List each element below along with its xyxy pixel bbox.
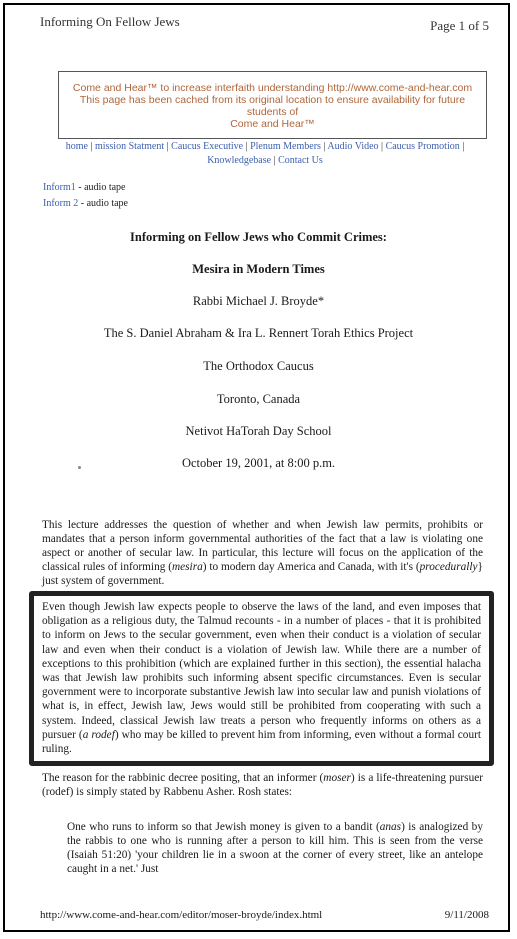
nav-caucus-executive-link[interactable]: Caucus Executive — [171, 141, 244, 152]
author: Rabbi Michael J. Broyde* — [192, 294, 325, 308]
nav-contact-link[interactable]: Contact Us — [278, 155, 323, 166]
rosh-quote: One who runs to inform so that Jewish money is given to a bandit (anas) is analogized by the rabbis to one who is running after a person to kill him. This is seen from the verse (Isaiah 51:20) 'your children lie in a swoon at the corner of every street, like an antelope caught in a net.' Just — [67, 821, 483, 875]
lecture-date: October 19, 2001, at 8:00 p.m. — [181, 456, 336, 470]
audio-link-2[interactable]: Inform 2 — [43, 198, 79, 209]
notice-line-3: Come and Hear™ — [230, 118, 315, 130]
header-title: Informing On Fellow Jews — [40, 14, 180, 29]
organization: The Orthodox Caucus — [203, 359, 314, 373]
notice-line-2: This page has been cached from its original location to ensure availability for future students of — [79, 94, 466, 118]
audio-link-1[interactable]: Inform1 — [43, 182, 76, 193]
nav-caucus-promotion-link[interactable]: Caucus Promotion — [385, 141, 460, 152]
project-name: The S. Daniel Abraham & Ira L. Rennert Torah Ethics Project — [103, 326, 414, 340]
audio-desc-1: - audio tape — [78, 182, 126, 193]
intro-paragraph: This lecture addresses the question of whether and when Jewish law permits, prohibits or mandates that a person inform governmental authorities of the fact that a law is violating one aspect or another of secular law. In particular, this lecture will focus on the application of the classical rules of informing (mesira) to modern day America and Canada, with it's (procedurally} just system of government. — [42, 519, 483, 587]
nav-plenum-members-link[interactable]: Plenum Members — [250, 141, 321, 152]
highlighted-paragraph: Even though Jewish law expects people to observe the laws of the land, and even imposes that obligation as a religious duty, the Talmud recounts - in a number of places - that it is prohibited to inform on Jews to the secular government, even when their conduct is a violation of secular law and even when their conduct is a violation of Jewish law. While there are a number of exceptions to this prohibition (which are explained further in this section), the essential halacha was that Jewish law prohibits such informing absent specific circumstances. Even is secular government were to incorporate substantive Jewish law into secular law and punish violations of what is, in effect, Jewish law, Jews would still be prohibited from cooperating with such a system. Indeed, classical Jewish law treats a person who frequently informs on others as a pursuer (a rodef) who may be killed to prevent him from informing, even without a formal court ruling. — [29, 591, 494, 766]
lecture-subtitle: Mesira in Modern Times — [192, 262, 325, 276]
footer-url: http://www.come-and-hear.com/editor/moser-broyde/index.html — [40, 909, 323, 921]
nav-knowledgebase-link[interactable]: Knowledgebase — [207, 155, 272, 166]
reason-paragraph: The reason for the rabbinic decree positing, that an informer (moser) is a life-threatening pursuer (rodef) is simply stated by Rabbenu Asher. Rosh states: — [42, 772, 483, 798]
venue: Netivot HaTorah Day School — [185, 424, 332, 438]
page-number: Page 1 of 5 — [430, 18, 489, 33]
footer-date: 9/11/2008 — [444, 909, 489, 921]
scan-speck — [78, 466, 81, 469]
nav-links: home | mission Statment | Caucus Executive | Plenum Members | Audio Video | Caucus Promotion | Knowledgebase | Contact Us — [65, 141, 465, 166]
city: Toronto, Canada — [216, 392, 301, 406]
cache-notice — [58, 71, 487, 139]
nav-home-link[interactable]: home — [65, 141, 88, 152]
audio-desc-2: - audio tape — [80, 198, 128, 209]
nav-audio-video-link[interactable]: Audio Video — [327, 141, 379, 152]
lecture-title: Informing on Fellow Jews who Commit Crimes: — [130, 230, 387, 244]
audio-item-2 — [43, 198, 128, 209]
audio-item-1 — [43, 182, 125, 193]
notice-line-1: Come and Hear™ to increase interfaith understanding http://www.come-and-hear.com — [72, 82, 473, 94]
nav-mission-link[interactable]: mission Statment — [94, 141, 165, 152]
